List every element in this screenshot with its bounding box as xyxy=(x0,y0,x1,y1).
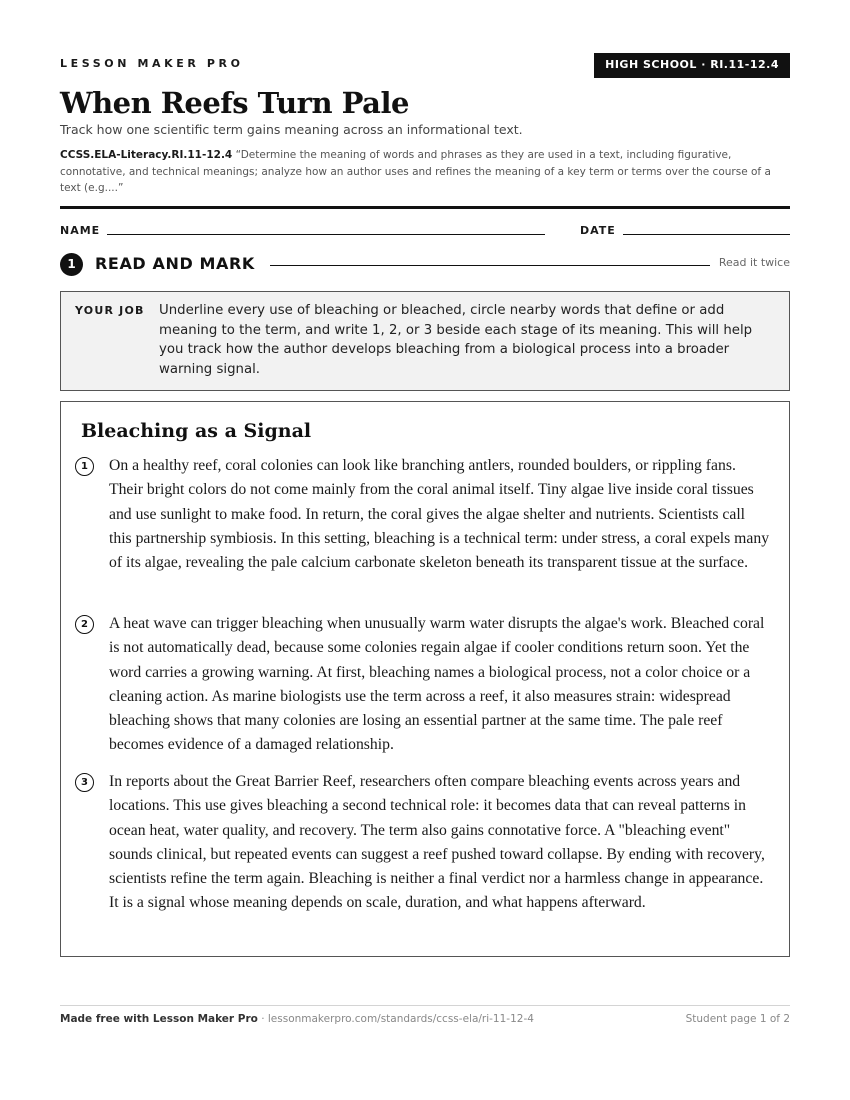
your-job-label: YOUR JOB xyxy=(75,304,145,317)
standard-quote: “Determine the meaning of words and phrases as they are used in a text, including figurative, connotative, and technical meanings; analyze how an author uses and refines the meaning of a key term or terms over the course of a text (e.g....” xyxy=(60,149,771,194)
page-subtitle: Track how one scientific term gains meaning across an informational text. xyxy=(60,122,523,137)
section-divider xyxy=(270,265,710,266)
date-field[interactable] xyxy=(623,234,790,235)
footer-made-by: Made free with Lesson Maker Pro xyxy=(60,1013,258,1025)
paragraph-text: On a healthy reef, coral colonies can look like branching antlers, rounded boulders, or rippling fans. Their bright colors do not come mainly from the coral animal itself. Tiny algae live inside coral tissues and use sunlight to make food. In return, the coral gives the algae shelter and nutrients. Scientists call this partnership symbiosis. In this setting, bleaching is a technical term: under stress, a coral expels many of its algae, revealing the pale calcium carbonate skeleton beneath its transparent tissue at the surface. xyxy=(109,457,770,572)
section-number-badge: 1 xyxy=(60,253,83,276)
passage-title: Bleaching as a Signal xyxy=(81,420,312,442)
reading-passage xyxy=(60,401,790,957)
level-badge: HIGH SCHOOL · RI.11-12.4 xyxy=(594,53,790,78)
date-label: DATE xyxy=(580,224,616,237)
standard-description xyxy=(60,147,790,197)
name-label: NAME xyxy=(60,224,101,237)
your-job-box xyxy=(60,291,790,391)
paragraph-number: 2 xyxy=(75,615,94,634)
standard-code: CCSS.ELA-Literacy.RI.11-12.4 xyxy=(60,149,233,161)
footer-divider xyxy=(60,1005,790,1006)
header-divider xyxy=(60,206,790,209)
section-hint: Read it twice xyxy=(718,256,790,269)
footer-credit xyxy=(60,1012,534,1026)
section-title: READ AND MARK xyxy=(95,254,255,273)
paragraph-text: A heat wave can trigger bleaching when unusually warm water disrupts the algae's work. Bleached coral is not automatically dead, because some colonies regain algae if cooler conditions return soon. Yet the word carries a growing warning. At first, bleaching names a biological process, not a color choice or a cleaning action. As marine biologists use the term across a reef, it also measures strain: widespread bleaching shows that many colonies are losing an essential partner at the same time. The pale reef becomes evidence of a damaged relationship. xyxy=(109,615,765,754)
footer-page-number: Student page 1 of 2 xyxy=(685,1013,790,1025)
brand-name: LESSON MAKER PRO xyxy=(60,57,244,70)
footer-url[interactable]: · lessonmakerpro.com/standards/ccss-ela/ri-11-12-4 xyxy=(257,1013,534,1025)
name-field[interactable] xyxy=(107,234,545,235)
section-header xyxy=(60,252,790,278)
paragraph-number: 1 xyxy=(75,457,94,476)
paragraph-number: 3 xyxy=(75,773,94,792)
name-date-row xyxy=(60,224,790,240)
your-job-instructions: Underline every use of bleaching or bleached, circle nearby words that define or add meaning to the term, and write 1, 2, or 3 beside each stage of its meaning. This will help you track how the author develops bleaching from a biological process into a broader warning signal. xyxy=(159,303,753,377)
page-title: When Reefs Turn Pale xyxy=(60,86,409,120)
paragraph-text: In reports about the Great Barrier Reef, researchers often compare bleaching events across years and locations. This use gives bleaching a second technical role: it becomes data that can reveal patterns in ocean heat, water quality, and recovery. The term also gains connotative force. A "bleaching event" sounds clinical, but repeated events can suggest a reef pushed toward collapse. By ending with recovery, scientists refine the term again. Bleaching is neither a final verdict nor a harmless change in appearance. It is a signal whose meaning depends on scale, duration, and what happens afterward. xyxy=(109,773,765,912)
